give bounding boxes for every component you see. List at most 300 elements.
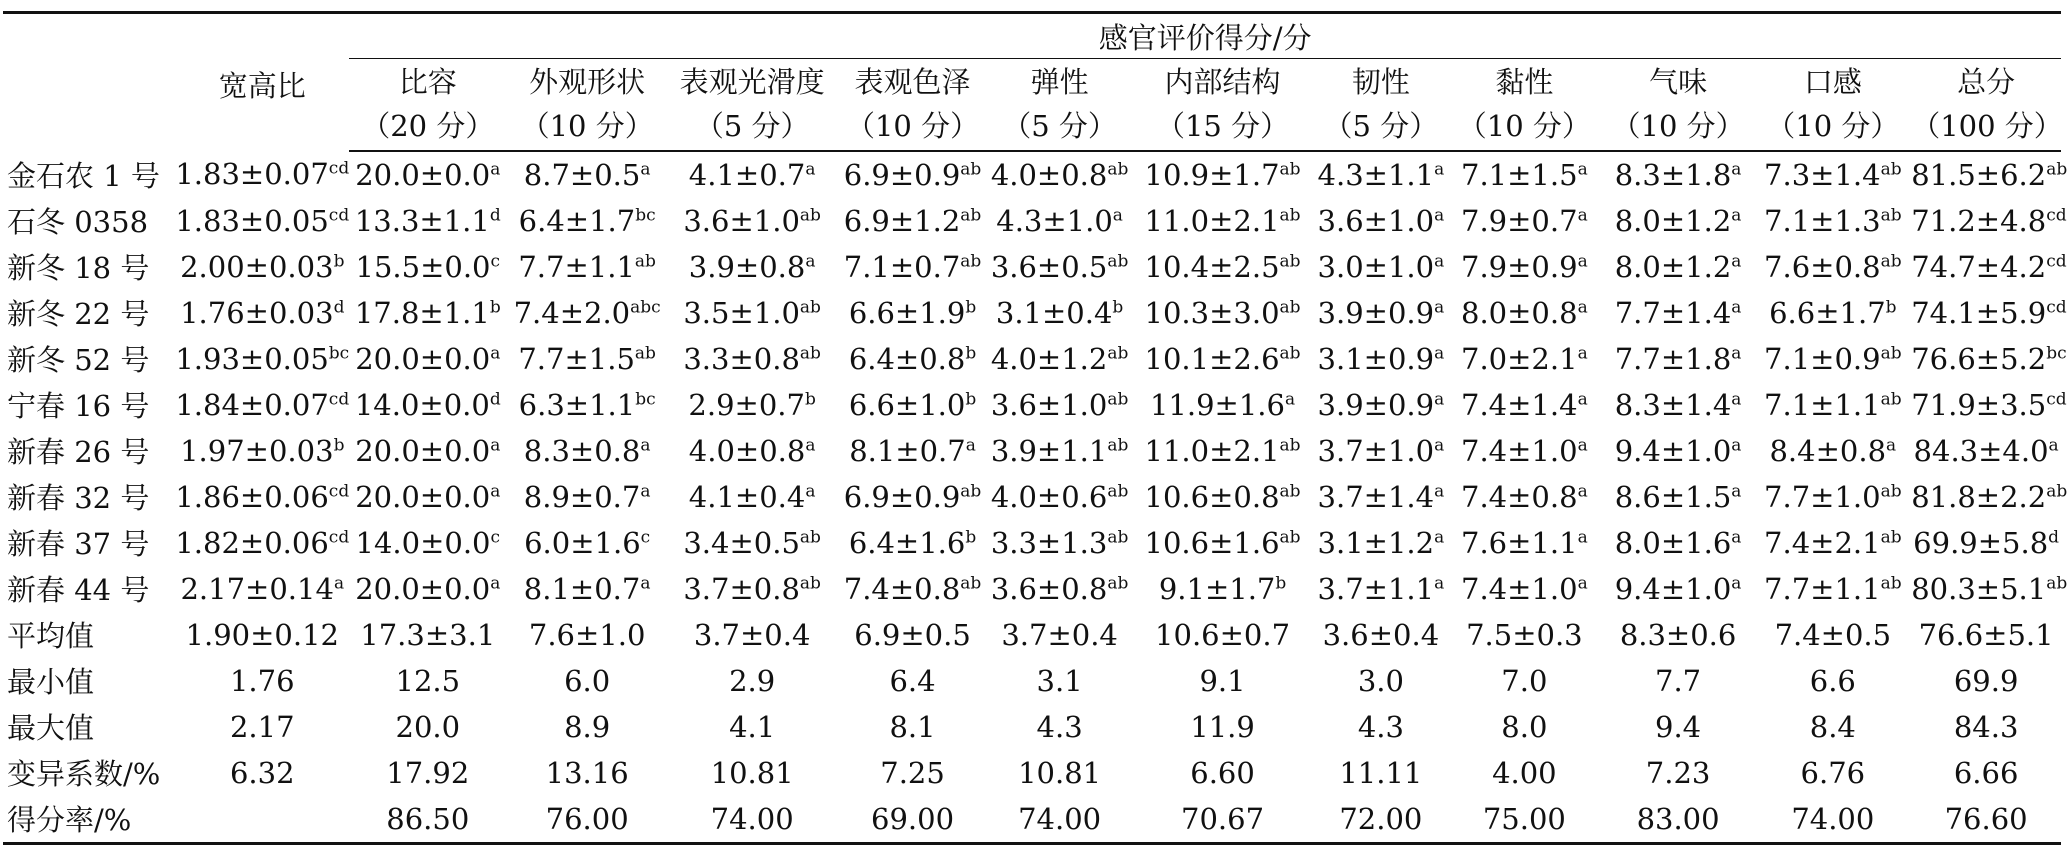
- cell-value: 1.76: [229, 663, 295, 698]
- cell-value: 74.7±4.2: [1911, 249, 2047, 284]
- table-cell: [1602, 796, 1755, 844]
- cell-value: 74.1±5.9: [1911, 295, 2047, 330]
- table-cell: [836, 151, 989, 198]
- cell-value: 3.6±1.0: [990, 387, 1108, 422]
- row-label: 最大值: [7, 711, 95, 746]
- cell-value: 8.4: [1809, 709, 1856, 744]
- significance-letter: a: [1577, 204, 1588, 225]
- cell-value: 6.76: [1800, 755, 1866, 790]
- cell-value: 17.3±3.1: [360, 617, 496, 652]
- corner-cell: [3, 13, 175, 151]
- column-header: [1754, 59, 1911, 151]
- significance-letter: a: [805, 158, 816, 179]
- table-cell: [1754, 750, 1911, 796]
- significance-letter: ab: [1279, 481, 1301, 501]
- significance-letter: b: [965, 342, 977, 363]
- cell-value: 8.3±0.8: [523, 433, 641, 468]
- significance-letter: a: [640, 573, 651, 594]
- cell-value: 4.0±0.8: [990, 157, 1108, 192]
- significance-letter: a: [490, 342, 501, 363]
- column-header: [349, 59, 506, 151]
- significance-letter: ab: [2046, 573, 2067, 594]
- significance-letter: b: [804, 388, 816, 409]
- cell-value: 7.6±1.1: [1461, 525, 1578, 560]
- significance-letter: cd: [328, 158, 350, 179]
- table-cell: [349, 382, 506, 428]
- cell-value: 8.3±1.4: [1614, 387, 1732, 422]
- significance-letter: c: [490, 527, 501, 548]
- cell-value: 84.3±4.0: [1913, 433, 2049, 468]
- significance-letter: ab: [2046, 158, 2067, 179]
- table-cell: [1130, 198, 1314, 244]
- significance-letter: bc: [635, 204, 656, 225]
- column-header-max-score: （10 分）: [520, 109, 654, 144]
- row-label: 新冬 22 号: [7, 297, 150, 332]
- table-row: [3, 520, 2061, 566]
- table-cell: [1447, 658, 1602, 704]
- cell-value: 86.50: [386, 801, 470, 836]
- cell-value: 69.9±5.8: [1913, 525, 2049, 560]
- table-cell: [1911, 198, 2067, 244]
- cell-value: 6.0: [564, 663, 611, 698]
- table-cell: [1602, 704, 1755, 750]
- significance-letter: cd: [328, 204, 350, 225]
- cell-value: 3.9±0.9: [1317, 387, 1435, 422]
- cell-value: 6.9±1.2: [843, 203, 961, 238]
- significance-letter: cd: [2046, 250, 2067, 271]
- significance-letter: a: [490, 434, 501, 455]
- significance-letter: ab: [1880, 481, 1902, 501]
- significance-letter: ab: [960, 481, 982, 501]
- cell-value: 6.66: [1953, 755, 2019, 790]
- cell-value: 6.4±0.8: [848, 341, 966, 376]
- table-cell: [1447, 198, 1602, 244]
- cell-value: 1.93±0.05: [175, 341, 329, 376]
- cell-value: 4.0±0.8: [688, 433, 806, 468]
- significance-letter: bc: [328, 342, 350, 363]
- significance-letter: ab: [1880, 527, 1902, 548]
- cell-value: 8.3±0.6: [1619, 617, 1737, 652]
- table-cell: [1130, 336, 1314, 382]
- table-cell: [1447, 612, 1602, 658]
- table-cell: [1130, 566, 1314, 612]
- table-cell: [175, 382, 349, 428]
- table-cell: [668, 290, 836, 336]
- cell-value: 2.9±0.7: [688, 387, 805, 422]
- cell-value: 3.7±0.4: [1001, 617, 1118, 652]
- cell-value: 4.3±1.1: [1317, 157, 1435, 192]
- cell-value: 7.3±1.4: [1764, 157, 1881, 192]
- table-cell: [836, 336, 989, 382]
- significance-letter: a: [640, 158, 651, 179]
- cell-value: 1.83±0.05: [175, 203, 329, 238]
- column-header-max-score: （15 分）: [1155, 109, 1290, 144]
- table-cell: [1130, 520, 1314, 566]
- cell-value: 7.4±0.8: [843, 571, 961, 606]
- cell-value: 17.92: [386, 755, 470, 790]
- cell-value: 1.76±0.03: [180, 295, 334, 330]
- table-cell: [1130, 428, 1314, 474]
- table-cell: [1911, 612, 2061, 658]
- significance-letter: c: [640, 527, 651, 548]
- significance-letter: a: [805, 481, 816, 501]
- cell-value: 15.5±0.0: [355, 249, 491, 284]
- table-cell: [668, 198, 836, 244]
- cell-value: 7.9±0.7: [1461, 203, 1578, 238]
- cell-value: 76.6±5.2: [1911, 341, 2047, 376]
- cell-value: 7.23: [1645, 755, 1711, 790]
- cell-value: 3.9±1.1: [990, 433, 1108, 468]
- table-cell: [989, 336, 1130, 382]
- significance-letter: ab: [1107, 342, 1129, 363]
- table-cell: [1602, 198, 1755, 244]
- significance-letter: ab: [634, 342, 656, 363]
- table-cell: [175, 658, 349, 704]
- cell-value: 6.9±0.9: [843, 157, 961, 192]
- table-cell: [1315, 520, 1447, 566]
- table-cell: [1315, 704, 1447, 750]
- cell-value: 9.4±1.0: [1614, 571, 1732, 606]
- column-header-name: 气味: [1649, 65, 1708, 100]
- significance-letter: ab: [1880, 158, 1902, 179]
- table-cell: [989, 796, 1130, 844]
- cell-value: 9.1±1.7: [1158, 571, 1276, 606]
- significance-letter: ab: [1107, 481, 1129, 501]
- table-cell: [836, 750, 989, 796]
- cell-value: 20.0±0.0: [355, 157, 491, 192]
- column-header-name: 口感: [1803, 65, 1862, 100]
- table-row: [3, 382, 2061, 428]
- table-cell: [1911, 520, 2061, 566]
- significance-letter: ab: [1880, 573, 1902, 594]
- table-cell: [349, 520, 506, 566]
- significance-letter: a: [1434, 481, 1445, 501]
- cell-value: 2.9: [729, 663, 776, 698]
- table-cell: [836, 658, 989, 704]
- significance-letter: ab: [960, 158, 982, 179]
- significance-letter: ab: [1107, 388, 1129, 409]
- table-cell: [989, 566, 1130, 612]
- significance-letter: a: [1577, 158, 1588, 179]
- cell-value: 20.0±0.0: [355, 571, 491, 606]
- significance-letter: a: [1886, 434, 1897, 455]
- cell-value: 1.82±0.06: [175, 525, 329, 560]
- column-header-max-score: （10 分）: [1766, 109, 1900, 144]
- table-cell: [175, 612, 349, 658]
- cell-value: 6.6±1.7: [1769, 295, 1886, 330]
- significance-letter: b: [1885, 296, 1897, 317]
- table-cell: [1315, 474, 1447, 520]
- significance-letter: a: [1112, 204, 1123, 225]
- table-cell: [836, 382, 989, 428]
- table-cell: [836, 290, 989, 336]
- significance-letter: ab: [1279, 342, 1301, 363]
- column-header-max-score: （100 分）: [1911, 109, 2063, 144]
- significance-letter: ab: [960, 250, 982, 271]
- table-cell: [1911, 474, 2067, 520]
- cell-value: 74.00: [1791, 801, 1875, 836]
- cell-value: 4.3±1.0: [996, 203, 1113, 238]
- sensory-score-group-header: 感官评价得分/分: [349, 13, 2061, 59]
- cell-value: 71.2±4.8: [1911, 203, 2047, 238]
- table-cell: [506, 336, 668, 382]
- cell-value: 20.0±0.0: [355, 433, 491, 468]
- table-cell: [1754, 612, 1911, 658]
- table-cell: [989, 428, 1130, 474]
- table-cell: [1602, 474, 1755, 520]
- cell-value: 6.32: [229, 755, 295, 790]
- table-cell: [1602, 612, 1755, 658]
- table-cell: [1447, 428, 1602, 474]
- row-label: 得分率/%: [3, 796, 175, 844]
- cell-value: 4.00: [1492, 755, 1557, 790]
- cell-value: 81.5±6.2: [1911, 157, 2047, 192]
- cell-value: 1.86±0.06: [175, 479, 329, 514]
- cell-value: 8.0±1.2: [1614, 203, 1732, 238]
- cell-value: 6.3±1.1: [518, 387, 636, 422]
- table-cell: [1315, 151, 1447, 198]
- significance-letter: a: [1434, 158, 1445, 179]
- sensory-evaluation-table: [3, 11, 2067, 845]
- cell-value: 7.4±0.8: [1461, 479, 1578, 514]
- cell-value: 10.6±0.8: [1144, 479, 1280, 514]
- table-cell: [1447, 796, 1602, 844]
- table-cell: [1754, 796, 1911, 844]
- table-cell: [1602, 151, 1755, 198]
- significance-letter: ab: [799, 342, 821, 363]
- table-cell: [989, 750, 1130, 796]
- significance-letter: b: [489, 296, 501, 317]
- table-cell: [349, 658, 506, 704]
- cell-value: 74.00: [710, 801, 794, 836]
- table-cell: [836, 428, 989, 474]
- table-cell: [1447, 336, 1602, 382]
- cell-value: 3.6±1.0: [683, 203, 800, 238]
- table-cell: [1447, 290, 1602, 336]
- column-header: [1447, 59, 1602, 151]
- column-header-name: 表观色泽: [854, 65, 971, 100]
- table-cell: [668, 336, 836, 382]
- cell-value: 70.67: [1181, 801, 1265, 836]
- table-cell: [1130, 244, 1314, 290]
- table-cell: [836, 704, 989, 750]
- significance-letter: a: [490, 158, 501, 179]
- table-cell: [506, 474, 668, 520]
- cell-value: 10.1±2.6: [1144, 341, 1280, 376]
- significance-letter: a: [490, 481, 501, 501]
- table-cell: [1911, 244, 2067, 290]
- cell-value: 7.5±0.3: [1466, 617, 1583, 652]
- cell-value: 69.00: [871, 801, 955, 836]
- table-cell: [1130, 151, 1314, 198]
- table-cell: [1447, 244, 1602, 290]
- significance-letter: ab: [1107, 527, 1129, 548]
- cell-value: 71.9±3.5: [1911, 387, 2047, 422]
- table-cell: [668, 428, 836, 474]
- cell-value: 20.0±0.0: [355, 479, 491, 514]
- cell-value: 2.17: [229, 709, 295, 744]
- cell-value: 6.60: [1190, 755, 1255, 790]
- column-header-max-score: （10 分）: [1457, 109, 1591, 144]
- table-row: [3, 474, 2061, 520]
- cell-value: 7.6±0.8: [1764, 249, 1881, 284]
- table-cell: [1754, 520, 1911, 566]
- cell-value: 6.6: [1809, 663, 1856, 698]
- table-cell: [506, 290, 668, 336]
- significance-letter: cd: [328, 481, 350, 501]
- cell-value: 7.4±0.5: [1774, 617, 1892, 652]
- cell-value: 12.5: [395, 663, 461, 698]
- significance-letter: cd: [2046, 204, 2067, 225]
- column-header-name: 外观形状: [529, 65, 646, 100]
- cell-value: 3.7±1.1: [1317, 571, 1435, 606]
- table-row: [3, 336, 2061, 382]
- significance-letter: ab: [1279, 250, 1301, 271]
- cell-value: 11.9: [1190, 709, 1255, 744]
- table-cell: [175, 428, 349, 474]
- cell-value: 6.4±1.6: [848, 525, 966, 560]
- table-cell: [668, 612, 836, 658]
- cell-value: 3.1±1.2: [1317, 525, 1435, 560]
- cell-value: 10.6±0.7: [1155, 617, 1291, 652]
- significance-letter: a: [490, 573, 501, 594]
- table-cell: [349, 612, 506, 658]
- table-cell: [1754, 474, 1911, 520]
- table-cell: [1130, 612, 1314, 658]
- cell-value: 14.0±0.0: [355, 525, 491, 560]
- table-cell: [1754, 382, 1911, 428]
- table-cell: [1754, 428, 1911, 474]
- column-header-max-score: （20 分）: [361, 109, 495, 144]
- column-header: [668, 59, 836, 151]
- significance-letter: c: [490, 250, 501, 271]
- significance-letter: a: [1434, 296, 1445, 317]
- table-cell: [668, 750, 836, 796]
- significance-letter: ab: [1107, 573, 1129, 594]
- significance-letter: cd: [328, 527, 350, 548]
- row-label: 新春 44 号: [7, 573, 150, 608]
- table-cell: [1130, 290, 1314, 336]
- cell-value: 10.4±2.5: [1144, 249, 1280, 284]
- row-label: 最小值: [7, 665, 95, 700]
- table-cell: [668, 244, 836, 290]
- cell-value: 8.1±0.7: [523, 571, 641, 606]
- table-cell: [836, 566, 989, 612]
- cell-value: 8.9: [564, 709, 611, 744]
- row-label: 金石农 1 号: [7, 158, 160, 193]
- table-cell: [1602, 658, 1755, 704]
- table-cell: [836, 474, 989, 520]
- table-cell: [349, 750, 506, 796]
- table-cell: [1911, 336, 2067, 382]
- cell-value: 4.1±0.4: [688, 479, 806, 514]
- significance-letter: b: [333, 434, 345, 455]
- significance-letter: a: [1434, 342, 1445, 363]
- cell-value: 11.0±2.1: [1144, 433, 1280, 468]
- table-cell: [1130, 796, 1314, 844]
- row-label: 新春 37 号: [7, 527, 150, 562]
- cell-value: 8.4±0.8: [1769, 433, 1887, 468]
- significance-letter: b: [965, 296, 977, 317]
- table-row: [3, 612, 2061, 658]
- table-cell: [175, 198, 349, 244]
- cell-value: 4.1: [729, 709, 776, 744]
- row-label: 新春 32 号: [7, 481, 150, 516]
- table-cell: [1911, 704, 2061, 750]
- cell-value: 3.6±1.0: [1317, 203, 1435, 238]
- significance-letter: a: [1731, 296, 1742, 317]
- table-cell: [1130, 382, 1314, 428]
- significance-letter: a: [1434, 204, 1445, 225]
- cell-value: 7.7±1.0: [1764, 479, 1881, 514]
- cell-value: 3.1±0.4: [995, 295, 1113, 330]
- significance-letter: a: [1284, 388, 1296, 409]
- significance-letter: a: [1434, 434, 1445, 455]
- table-row: [3, 750, 2061, 796]
- row-label: 变异系数/%: [7, 757, 161, 792]
- significance-letter: ab: [799, 573, 821, 594]
- table-cell: [349, 796, 506, 844]
- table-cell: [1315, 290, 1447, 336]
- cell-value: 7.0±2.1: [1461, 341, 1578, 376]
- cell-value: 10.3±3.0: [1144, 295, 1280, 330]
- table-cell: [1754, 704, 1911, 750]
- cell-value: 7.1±0.7: [843, 249, 961, 284]
- cell-value: 13.3±1.1: [354, 203, 490, 238]
- column-header: [506, 59, 668, 151]
- cell-value: 6.6±1.9: [848, 295, 966, 330]
- cell-value: 3.1±0.9: [1317, 341, 1435, 376]
- cell-value: 8.9±0.7: [523, 479, 641, 514]
- cell-value: 1.97±0.03: [180, 433, 334, 468]
- cell-value: 4.3: [1036, 709, 1083, 744]
- table-cell: [1315, 750, 1447, 796]
- cell-value: 7.4±2.0: [513, 295, 631, 330]
- significance-letter: a: [805, 434, 816, 455]
- cell-value: 9.4±1.0: [1614, 433, 1732, 468]
- significance-letter: cd: [2046, 388, 2067, 409]
- table-cell: [175, 474, 349, 520]
- column-header-name: 内部结构: [1164, 65, 1281, 100]
- significance-letter: a: [1434, 527, 1445, 548]
- table-cell: [989, 658, 1130, 704]
- cell-value: 3.7±0.8: [683, 571, 800, 606]
- table-cell: [1130, 658, 1314, 704]
- significance-letter: a: [1731, 158, 1742, 179]
- cell-value: 7.4±1.0: [1461, 433, 1578, 468]
- table-cell: [1911, 796, 2061, 844]
- row-label: 新冬 18 号: [7, 251, 150, 286]
- significance-letter: a: [1577, 388, 1588, 409]
- significance-letter: a: [1731, 204, 1742, 225]
- significance-letter: bc: [2046, 342, 2067, 363]
- table-cell: [668, 658, 836, 704]
- cell-value: 3.9±0.9: [1317, 295, 1435, 330]
- table-row: [3, 151, 2061, 198]
- cell-value: 6.9±0.9: [843, 479, 961, 514]
- row-label: 新冬 52 号: [7, 343, 150, 378]
- cell-value: 80.3±5.1: [1911, 571, 2047, 606]
- column-header: [836, 59, 989, 151]
- table-cell: [349, 244, 506, 290]
- cell-value: 8.0±1.2: [1614, 249, 1732, 284]
- column-header-name: 弹性: [1030, 65, 1089, 100]
- cell-value: 3.6±0.8: [990, 571, 1108, 606]
- table-cell: [506, 612, 668, 658]
- cell-value: 4.1±0.7: [688, 157, 806, 192]
- significance-letter: ab: [960, 204, 982, 225]
- cell-value: 10.9±1.7: [1144, 157, 1280, 192]
